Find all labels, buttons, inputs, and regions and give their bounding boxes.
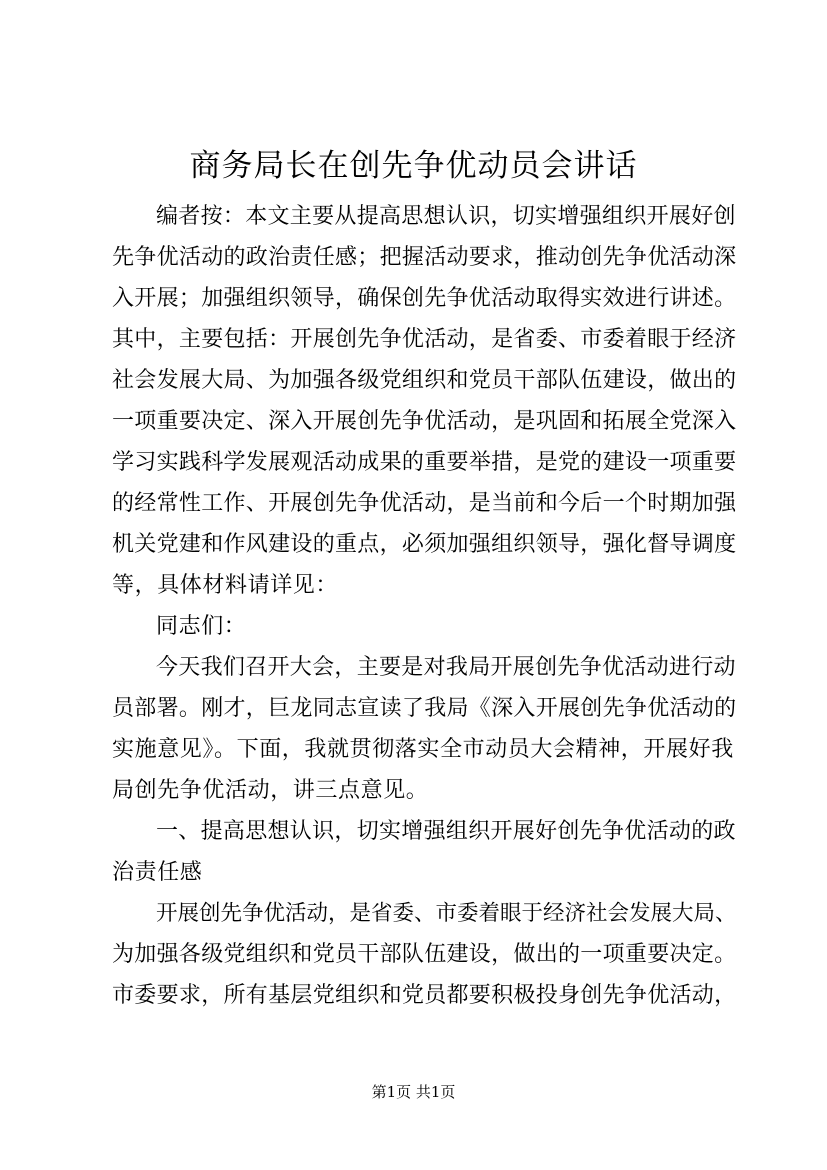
paragraph-line: 今天我们召开大会，主要是对我局开展创先争优活动进行动 [156,655,736,680]
paragraph-line: 机关党建和作风建设的重点，必须加强组织领导，强化督导调度 [112,532,737,557]
paragraph-line: 开展创先争优活动，是省委、市委着眼于经济社会发展大局、 [156,901,737,926]
paragraph-line: 入开展；加强组织领导，确保创先争优活动取得实效进行讲述。 [112,286,737,311]
paragraph-line: 实施意见》。下面，我就贯彻落实全市动员大会精神，开展好我 [112,737,734,762]
paragraph-line: 员部署。刚才，巨龙同志宣读了我局《深入开展创先争优活动的 [112,696,737,721]
document-body [112,196,742,1016]
paragraph-line: 市委要求，所有基层党组织和党员都要积极投身创先争优活动， [112,983,737,1008]
paragraph-line: 的经常性工作、开展创先争优活动，是当前和今后一个时期加强 [112,491,737,516]
paragraph-line: 学习实践科学发展观活动成果的重要举措，是党的建设一项重要 [112,450,737,475]
paragraph-line: 社会发展大局、为加强各级党组织和党员干部队伍建设，做出的 [112,368,737,393]
paragraph-line: 先争优活动的政治责任感；把握活动要求，推动创先争优活动深 [112,245,737,270]
section-heading-line: 一、提高思想认识，切实增强组织开展好创先争优活动的政 [156,819,736,844]
document-title: 商务局长在创先争优动员会讲话 [189,148,638,184]
section-heading-line: 治责任感 [112,860,203,885]
paragraph-line: 局创先争优活动，讲三点意见。 [112,778,429,803]
page-footer: 第1页 共1页 [371,1083,456,1101]
salutation-line: 同志们： [156,614,247,639]
paragraph-line: 一项重要决定、深入开展创先争优活动，是巩固和拓展全党深入 [112,409,737,434]
paragraph-line: 为加强各级党组织和党员干部队伍建设，做出的一项重要决定。 [112,942,737,967]
paragraph-line: 等，具体材料请详见： [112,573,339,598]
paragraph-line: 编者按：本文主要从提高思想认识，切实增强组织开展好创 [156,204,736,229]
paragraph-line: 其中，主要包括：开展创先争优活动，是省委、市委着眼于经济 [112,327,737,352]
